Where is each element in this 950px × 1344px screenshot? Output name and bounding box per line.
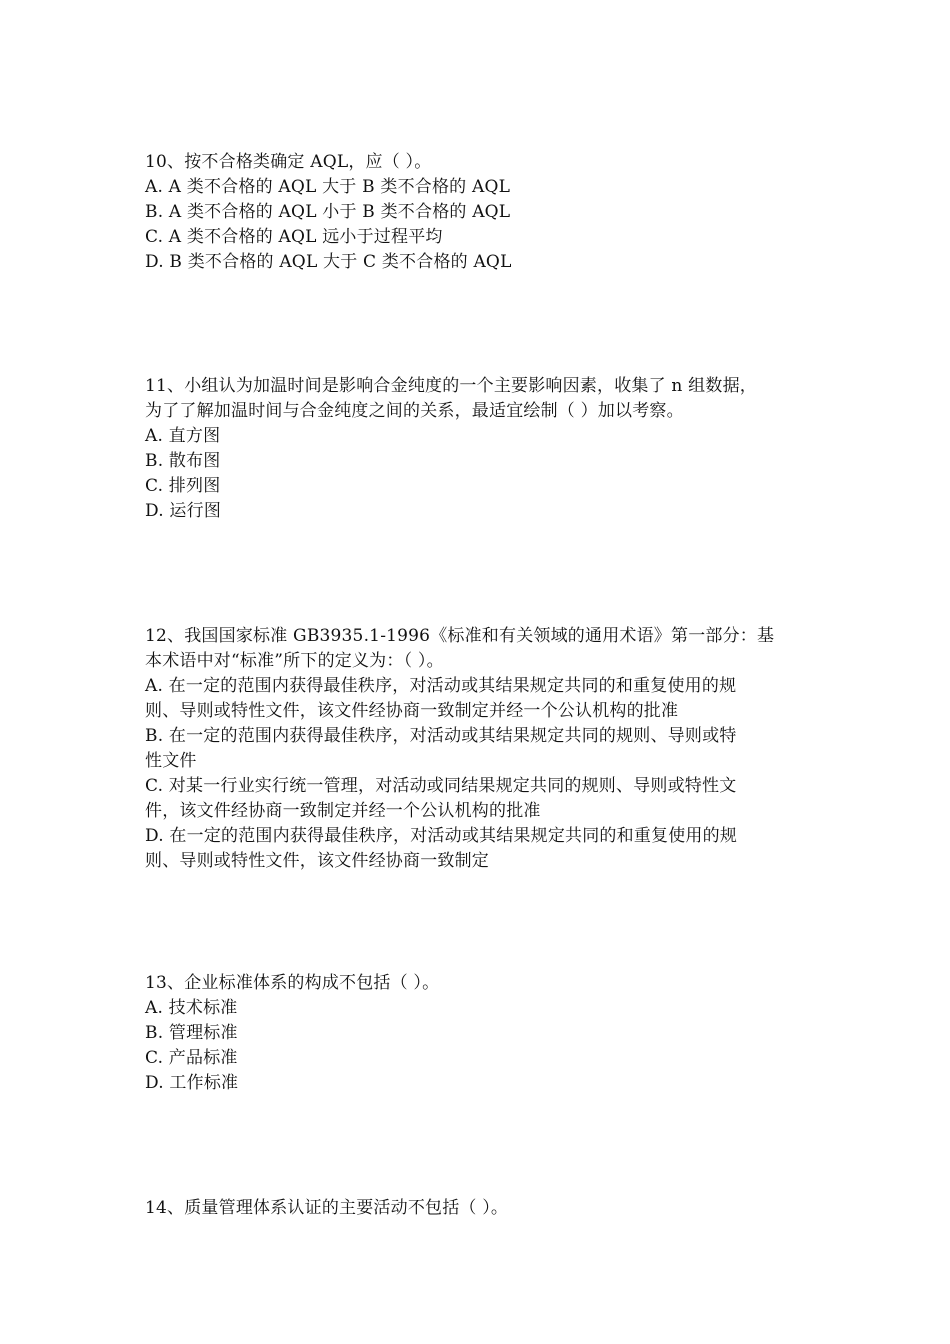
question-12: [145, 624, 825, 874]
option-d-continued: 则、导则或特性文件，该文件经协商一致制定: [145, 851, 489, 871]
option-a: A. A 类不合格的 AQL 大于 B 类不合格的 AQL: [145, 177, 511, 197]
option-c: C. 对某一行业实行统一管理，对活动或同结果规定共同的规则、导则或特性文: [145, 776, 737, 796]
option-a: A. 技术标准: [145, 998, 238, 1018]
option-b: B. 散布图: [145, 451, 221, 471]
question-14: [145, 1196, 825, 1221]
question-stem: 12、我国国家标准 GB3935.1-1996《标准和有关领域的通用术语》第一部分：基: [145, 626, 775, 646]
option-c: C. A 类不合格的 AQL 远小于过程平均: [145, 227, 443, 247]
question-stem-continued: 为了了解加温时间与合金纯度之间的关系，最适宜绘制（ ）加以考察。: [145, 401, 684, 421]
question-11: [145, 374, 825, 524]
option-d: D. 在一定的范围内获得最佳秩序，对活动或其结果规定共同的和重复使用的规: [145, 826, 738, 846]
option-a: A. 在一定的范围内获得最佳秩序，对活动或其结果规定共同的和重复使用的规: [145, 676, 737, 696]
option-b: B. 在一定的范围内获得最佳秩序，对活动或其结果规定共同的规则、导则或特: [145, 726, 737, 746]
question-stem: 13、企业标准体系的构成不包括（ ）。: [145, 973, 440, 993]
option-d: D. 工作标准: [145, 1073, 239, 1093]
option-b: B. 管理标准: [145, 1023, 238, 1043]
option-b-continued: 性文件: [145, 751, 197, 771]
question-stem-continued: 本术语中对“标准”所下的定义为：（ ）。: [145, 651, 444, 671]
option-c: C. 排列图: [145, 476, 221, 496]
option-a: A. 直方图: [145, 426, 221, 446]
option-d: D. 运行图: [145, 501, 222, 521]
option-c-continued: 件，该文件经协商一致制定并经一个公认机构的批准: [145, 801, 541, 821]
option-d: D. B 类不合格的 AQL 大于 C 类不合格的 AQL: [145, 252, 512, 272]
question-stem: 14、质量管理体系认证的主要活动不包括（ ）。: [145, 1198, 509, 1218]
question-13: [145, 971, 825, 1096]
option-c: C. 产品标准: [145, 1048, 238, 1068]
option-a-continued: 则、导则或特性文件，该文件经协商一致制定并经一个公认机构的批准: [145, 701, 679, 721]
option-b: B. A 类不合格的 AQL 小于 B 类不合格的 AQL: [145, 202, 511, 222]
question-stem: 11、小组认为加温时间是影响合金纯度的一个主要影响因素，收集了 n 组数据，: [145, 376, 757, 396]
question-stem: 10、按不合格类确定 AQL，应（ ）。: [145, 152, 432, 172]
question-10: [145, 150, 825, 275]
